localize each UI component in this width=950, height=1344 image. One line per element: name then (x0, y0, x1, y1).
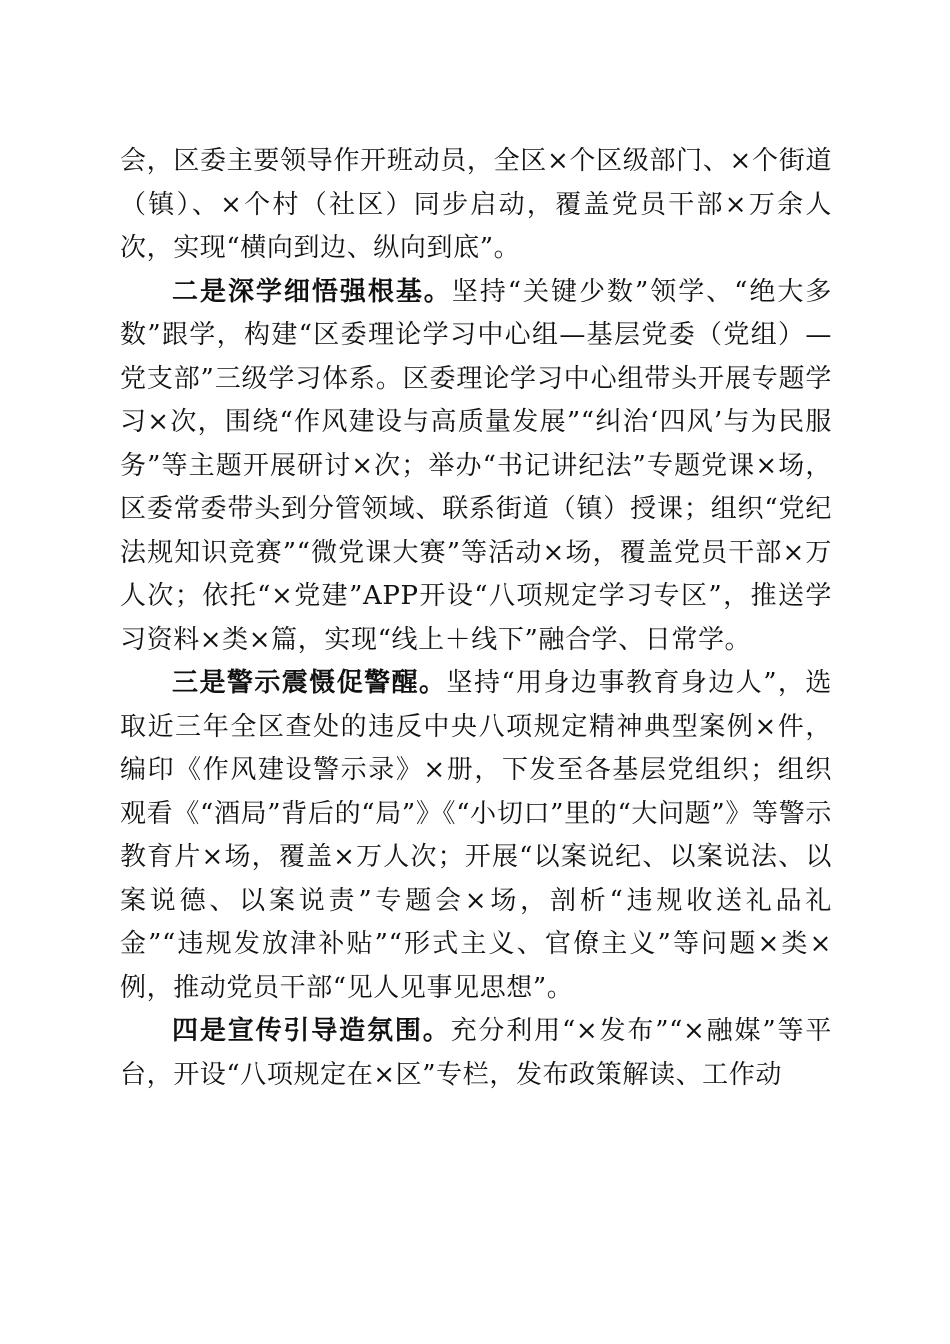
paragraph-publicity (120, 1010, 832, 1097)
paragraph-body: 充分利用“×发布”“×融媒”等平台，开设“八项规定在×区”专栏，发布政策解读、工作动 (120, 1016, 832, 1090)
paragraph-body: 坚持“用身边事教育身边人”，选取近三年全区查处的违反中央八项规定精神典型案例×件，编印《作风建设警示录》×册，下发至各基层党组织；组织观看《“酒局”背后的“局”》《“小切口”里的“大问题”》等警示教育片×场，覆盖×万人次；开展“以案说纪、以案说法、以案说德、以案说责”专题会×场，剖析“违规收送礼品礼金”“违规发放津补贴”“形式主义、官僚主义”等问题×类×例，推动党员干部“见人见事见思想”。 (120, 668, 832, 1003)
paragraph-heading: 二是深学细悟强根基。 (172, 276, 452, 307)
paragraph-body: 会，区委主要领导作开班动员，全区×个区级部门、×个街道（镇）、×个村（社区）同步启动，覆盖党员干部×万余人次，实现“横向到边、纵向到底”。 (120, 146, 832, 263)
paragraph-deep-study (120, 271, 832, 663)
paragraph-continuation (120, 140, 832, 271)
paragraph-heading: 四是宣传引导造氛围。 (172, 1016, 451, 1046)
paragraph-heading: 三是警示震慑促警醒。 (172, 668, 447, 698)
paragraph-warning-education (120, 662, 832, 1010)
paragraph-body: 坚持“关键少数”领学、“绝大多数”跟学，构建“区委理论学习中心组—基层党委（党组）—党支部”三级学习体系。区委理论学习中心组带头开展专题学习×次，围绕“作风建设与高质量发展”“纠治‘四风’与为民服务”等主题开展研讨×次；举办“书记讲纪法”专题党课×场，区委常委带头到分管领域、联系街道（镇）授课；组织“党纪法规知识竞赛”“微党课大赛”等活动×场，覆盖党员干部×万人次；依托“×党建”APP开设“八项规定学习专区”，推送学习资料×类×篇，实现“线上＋线下”融合学、日常学。 (120, 276, 832, 655)
